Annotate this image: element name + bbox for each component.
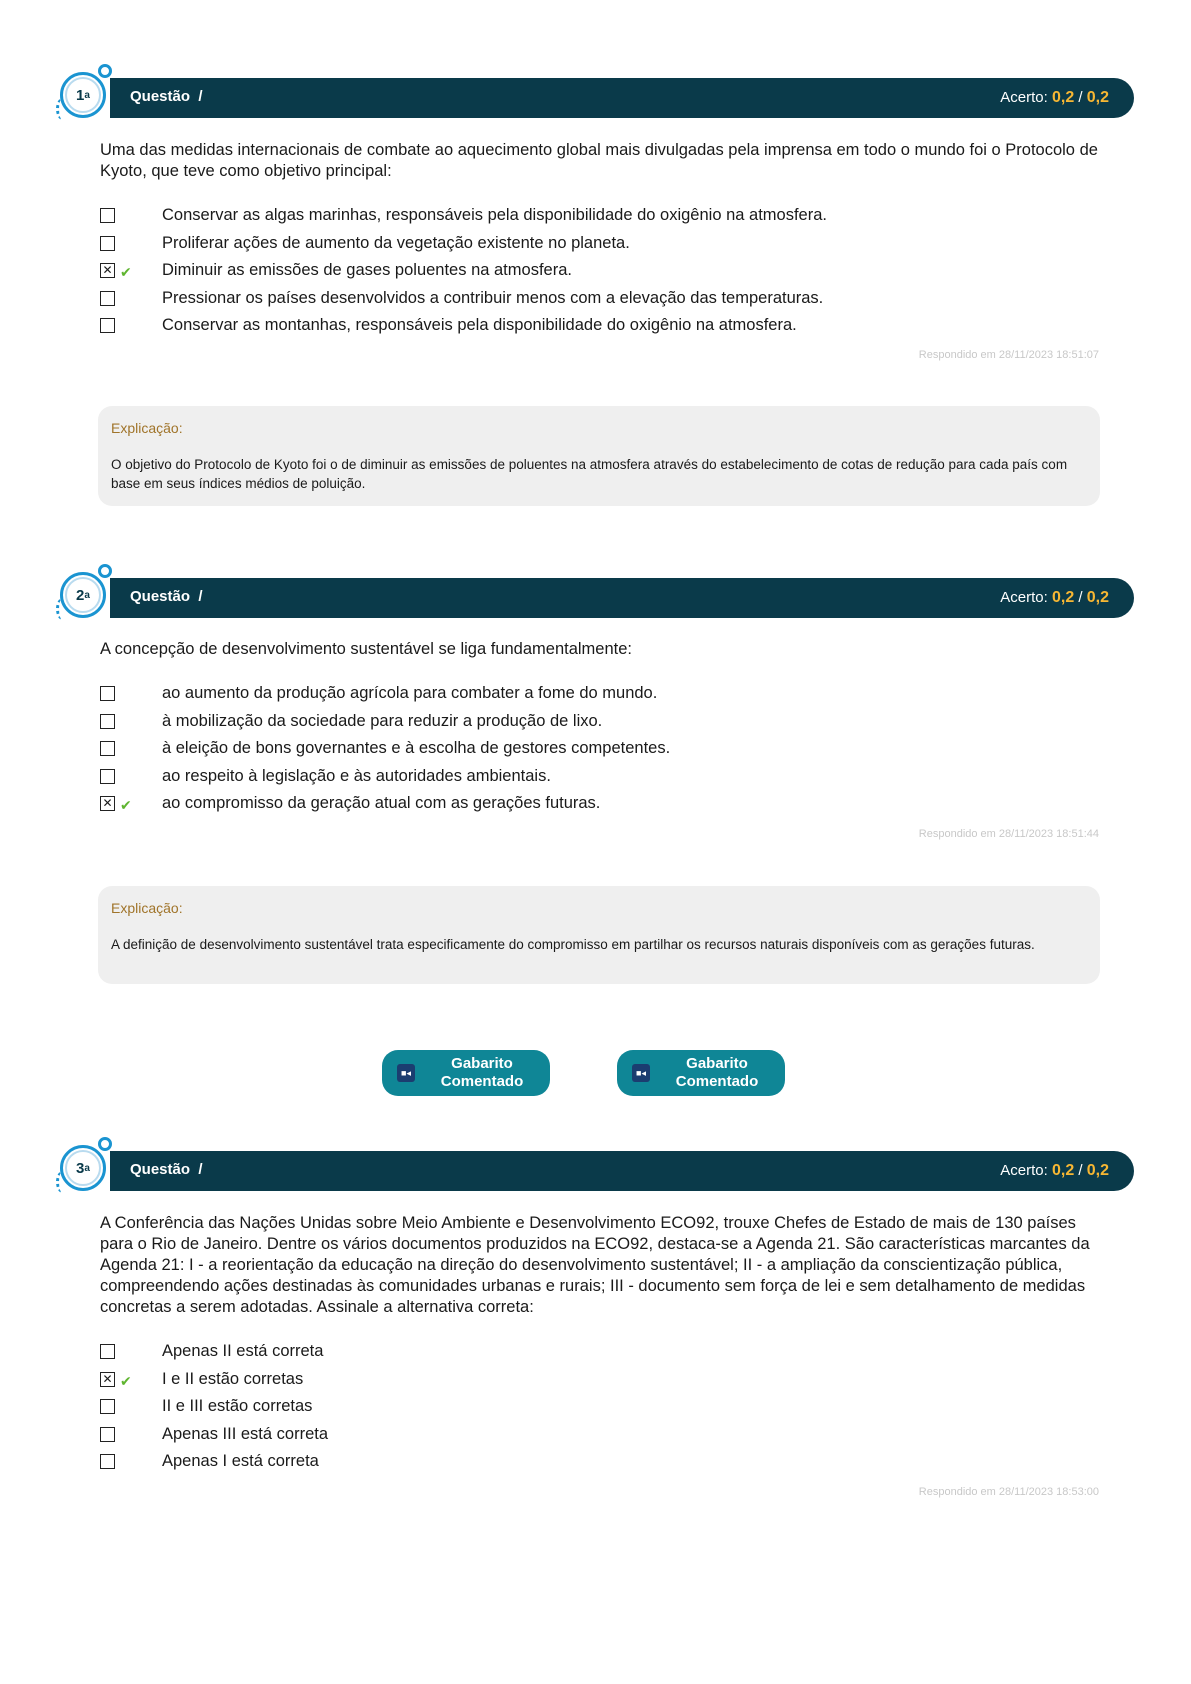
checkbox-icon[interactable]: [100, 236, 115, 251]
question-statement: A concepção de desenvolvimento sustentável se liga fundamentalmente:: [100, 640, 633, 658]
explanation-box: [98, 406, 1100, 506]
correct-check-icon: ✔: [120, 264, 132, 280]
checkbox-checked-icon[interactable]: ✕: [100, 263, 115, 278]
checkbox-icon[interactable]: [100, 1344, 115, 1359]
options-list: [100, 686, 1100, 824]
correct-check-icon: ✔: [120, 1372, 132, 1389]
score: Acerto: 0,2 / 0,2: [1000, 589, 1109, 606]
explanation-text: A definição de desenvolvimento sustentável trata especificamente do compromisso em partilhar os recursos naturais disponíveis com as gerações futuras.: [111, 937, 1035, 952]
score: Acerto: 0,2 / 0,2: [1000, 1162, 1109, 1179]
question-header: [110, 78, 1134, 118]
options-list: [100, 1344, 1100, 1482]
option-a[interactable]: Apenas II está correta: [100, 1344, 1100, 1372]
video-camera-icon: ■◂: [632, 1064, 650, 1082]
option-b[interactable]: à mobilização da sociedade para reduzir a produção de lixo.: [100, 714, 1100, 742]
checkbox-icon[interactable]: [100, 208, 115, 223]
checkbox-icon[interactable]: [100, 291, 115, 306]
option-e[interactable]: Conservar as montanhas, responsáveis pela disponibilidade do oxigênio na atmosfera.: [100, 318, 1100, 346]
option-e[interactable]: Apenas I está correta: [100, 1454, 1100, 1482]
options-list: [100, 208, 1100, 346]
checkbox-icon[interactable]: [100, 1454, 115, 1469]
explanation-text: O objetivo do Protocolo de Kyoto foi o de diminuir as emissões de poluentes na atmosfera através do estabelecimento de cotas de redução para cada país com base em seus índices médios de poluição.: [111, 457, 1068, 491]
explanation-box: [98, 886, 1100, 984]
option-c[interactable]: ✕ ✔ Diminuir as emissões de gases poluentes na atmosfera.: [100, 263, 1100, 291]
gabarito-comentado-button-1[interactable]: ■◂ Gabarito Comentado: [382, 1050, 550, 1096]
checkbox-icon[interactable]: [100, 318, 115, 333]
option-d[interactable]: ao respeito à legislação e às autoridades ambientais.: [100, 769, 1100, 797]
option-b[interactable]: ✕ ✔ I e II estão corretas: [100, 1372, 1100, 1400]
option-e[interactable]: ✕ ✔ ao compromisso da geração atual com as gerações futuras.: [100, 796, 1100, 824]
correct-check-icon: ✔: [120, 797, 132, 813]
question-number-badge: 2 a: [60, 572, 110, 622]
option-b[interactable]: Proliferar ações de aumento da vegetação existente no planeta.: [100, 236, 1100, 264]
question-number-badge: 3 a: [60, 1145, 110, 1195]
checkbox-checked-icon[interactable]: ✕: [100, 1372, 115, 1387]
question-header: [110, 1151, 1134, 1191]
question-statement: A Conferência das Nações Unidas sobre Meio Ambiente e Desenvolvimento ECO92, trouxe Chefes de Estado de mais de 130 países para o Rio de Janeiro. Dentre os vários documentos produzidos na ECO92, destaca-se a Agenda 21. São características marcantes da Agenda 21: I - a reorientação da educação na direção do desenvolvimento sustentável; II - a ampliação da conscientização pública, compreendendo ações destinadas às comunidades urbanas e rurais; III - documento sem força de lei e sem detalhamento de medidas concretas a serem adotadas. Assinale a alternativa correta:: [100, 1214, 1090, 1316]
video-camera-icon: ■◂: [397, 1064, 415, 1082]
checkbox-icon[interactable]: [100, 686, 115, 701]
checkbox-icon[interactable]: [100, 769, 115, 784]
option-d[interactable]: Apenas III está correta: [100, 1427, 1100, 1455]
gabarito-comentado-button-2[interactable]: ■◂ Gabarito Comentado: [617, 1050, 785, 1096]
checkbox-icon[interactable]: [100, 1399, 115, 1414]
option-a[interactable]: Conservar as algas marinhas, responsáveis pela disponibilidade do oxigênio na atmosfera.: [100, 208, 1100, 236]
checkbox-checked-icon[interactable]: ✕: [100, 796, 115, 811]
question-title: Questão /: [130, 1161, 203, 1178]
option-a[interactable]: ao aumento da produção agrícola para combater a fome do mundo.: [100, 686, 1100, 714]
option-c[interactable]: à eleição de bons governantes e à escolha de gestores competentes.: [100, 741, 1100, 769]
question-number-badge: 1 a: [60, 72, 110, 122]
checkbox-icon[interactable]: [100, 714, 115, 729]
answered-timestamp: Respondido em 28/11/2023 18:51:44: [918, 828, 1099, 840]
question-title: Questão /: [130, 88, 203, 105]
question-header: [110, 578, 1134, 618]
answered-timestamp: Respondido em 28/11/2023 18:51:07: [918, 349, 1099, 361]
checkbox-icon[interactable]: [100, 1427, 115, 1442]
answered-timestamp: Respondido em 28/11/2023 18:53:00: [918, 1486, 1099, 1498]
score: Acerto: 0,2 / 0,2: [1000, 89, 1109, 106]
checkbox-icon[interactable]: [100, 741, 115, 756]
explanation-title: Explicação:: [111, 900, 183, 916]
question-title: Questão /: [130, 588, 203, 605]
question-statement: Uma das medidas internacionais de combate ao aquecimento global mais divulgadas pela imprensa em todo o mundo foi o Protocolo de Kyoto, que teve como objetivo principal:: [100, 141, 1098, 180]
option-d[interactable]: Pressionar os países desenvolvidos a contribuir menos com a elevação das temperaturas.: [100, 291, 1100, 319]
option-c[interactable]: II e III estão corretas: [100, 1399, 1100, 1427]
explanation-title: Explicação:: [111, 420, 183, 436]
